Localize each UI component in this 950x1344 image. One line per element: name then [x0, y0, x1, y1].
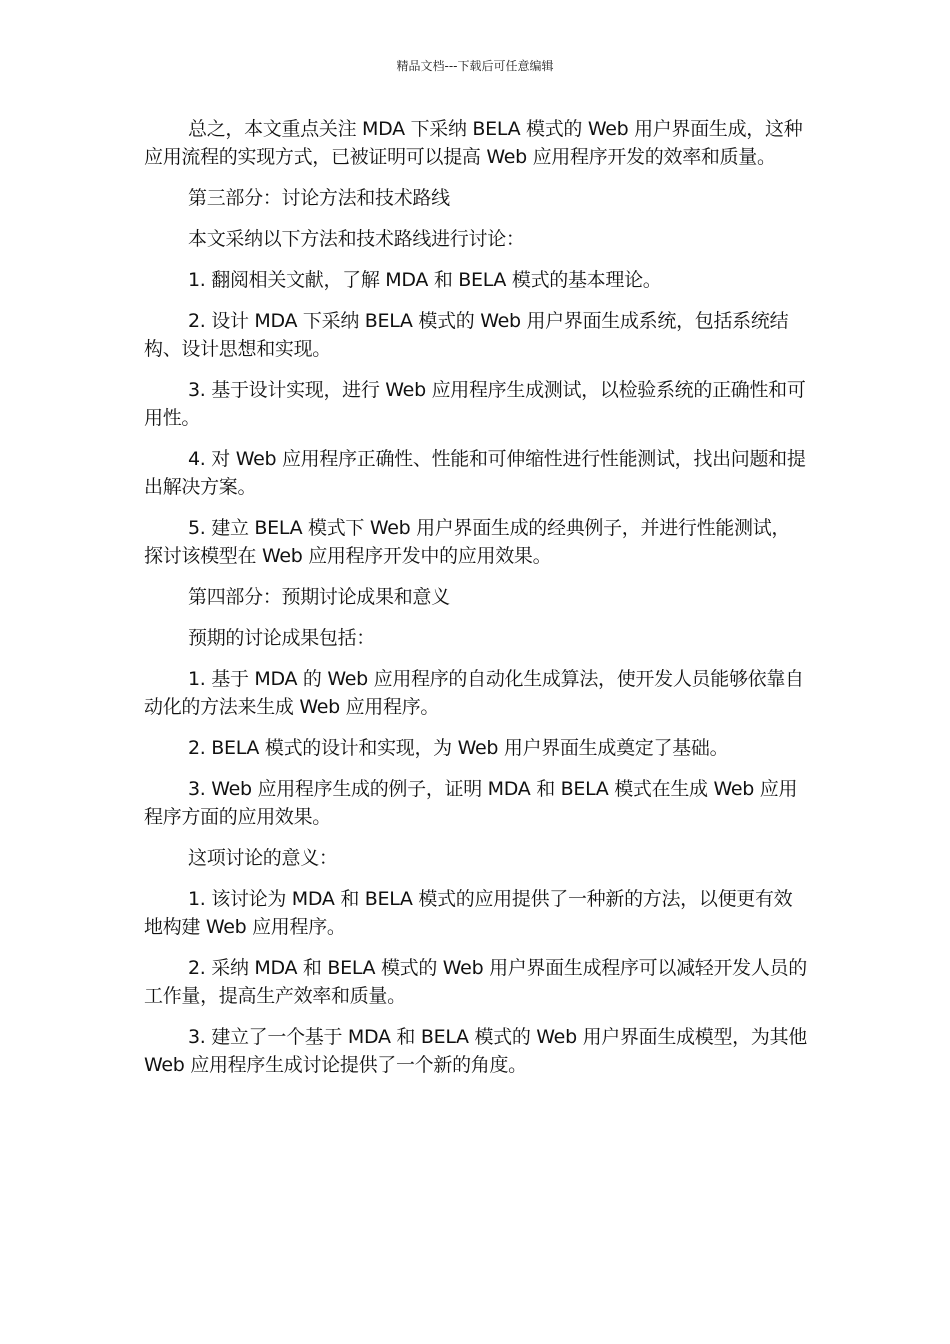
- list-item: 2. 设计 MDA 下采纳 BELA 模式的 Web 用户界面生成系统，包括系统结构、设计思想和实现。: [144, 310, 789, 360]
- list-item: 3. 基于设计实现，进行 Web 应用程序生成测试，以检验系统的正确性和可用性。: [144, 379, 806, 429]
- list-item: 5. 建立 BELA 模式下 Web 用户界面生成的经典例子，并进行性能测试，探讨该模型在 Web 应用程序开发中的应用效果。: [144, 517, 791, 567]
- list-item: 3. Web 应用程序生成的例子，证明 MDA 和 BELA 模式在生成 Web 应用程序方面的应用效果。: [144, 778, 798, 828]
- paragraph-summary: 总之，本文重点关注 MDA 下采纳 BELA 模式的 Web 用户界面生成，这种应用流程的实现方式，已被证明可以提高 Web 应用程序开发的效率和质量。: [144, 118, 803, 168]
- list-item: 1. 基于 MDA 的 Web 应用程序的自动化生成算法，使开发人员能够依靠自动化的方法来生成 Web 应用程序。: [144, 668, 804, 718]
- section-heading-part3: 第三部分：讨论方法和技术路线: [188, 187, 450, 209]
- list-item: 1. 翻阅相关文献，了解 MDA 和 BELA 模式的基本理论。: [188, 269, 662, 291]
- document-body: [144, 115, 808, 1092]
- list-item: 3. 建立了一个基于 MDA 和 BELA 模式的 Web 用户界面生成模型，为其他 Web 应用程序生成讨论提供了一个新的角度。: [144, 1026, 807, 1076]
- paragraph: 这项讨论的意义：: [188, 847, 338, 869]
- page-header: 精品文档---下载后可任意编辑: [396, 59, 554, 73]
- list-item: 2. BELA 模式的设计和实现，为 Web 用户界面生成奠定了基础。: [188, 737, 729, 759]
- list-item: 1. 该讨论为 MDA 和 BELA 模式的应用提供了一种新的方法，以便更有效地构建 Web 应用程序。: [144, 888, 793, 938]
- paragraph: 本文采纳以下方法和技术路线进行讨论：: [188, 228, 525, 250]
- section-heading-part4: 第四部分：预期讨论成果和意义: [188, 586, 450, 608]
- list-item: 2. 采纳 MDA 和 BELA 模式的 Web 用户界面生成程序可以减轻开发人员的工作量，提高生产效率和质量。: [144, 957, 807, 1007]
- list-item: 4. 对 Web 应用程序正确性、性能和可伸缩性进行性能测试，找出问题和提出解决方案。: [144, 448, 806, 498]
- paragraph: 预期的讨论成果包括：: [188, 627, 376, 649]
